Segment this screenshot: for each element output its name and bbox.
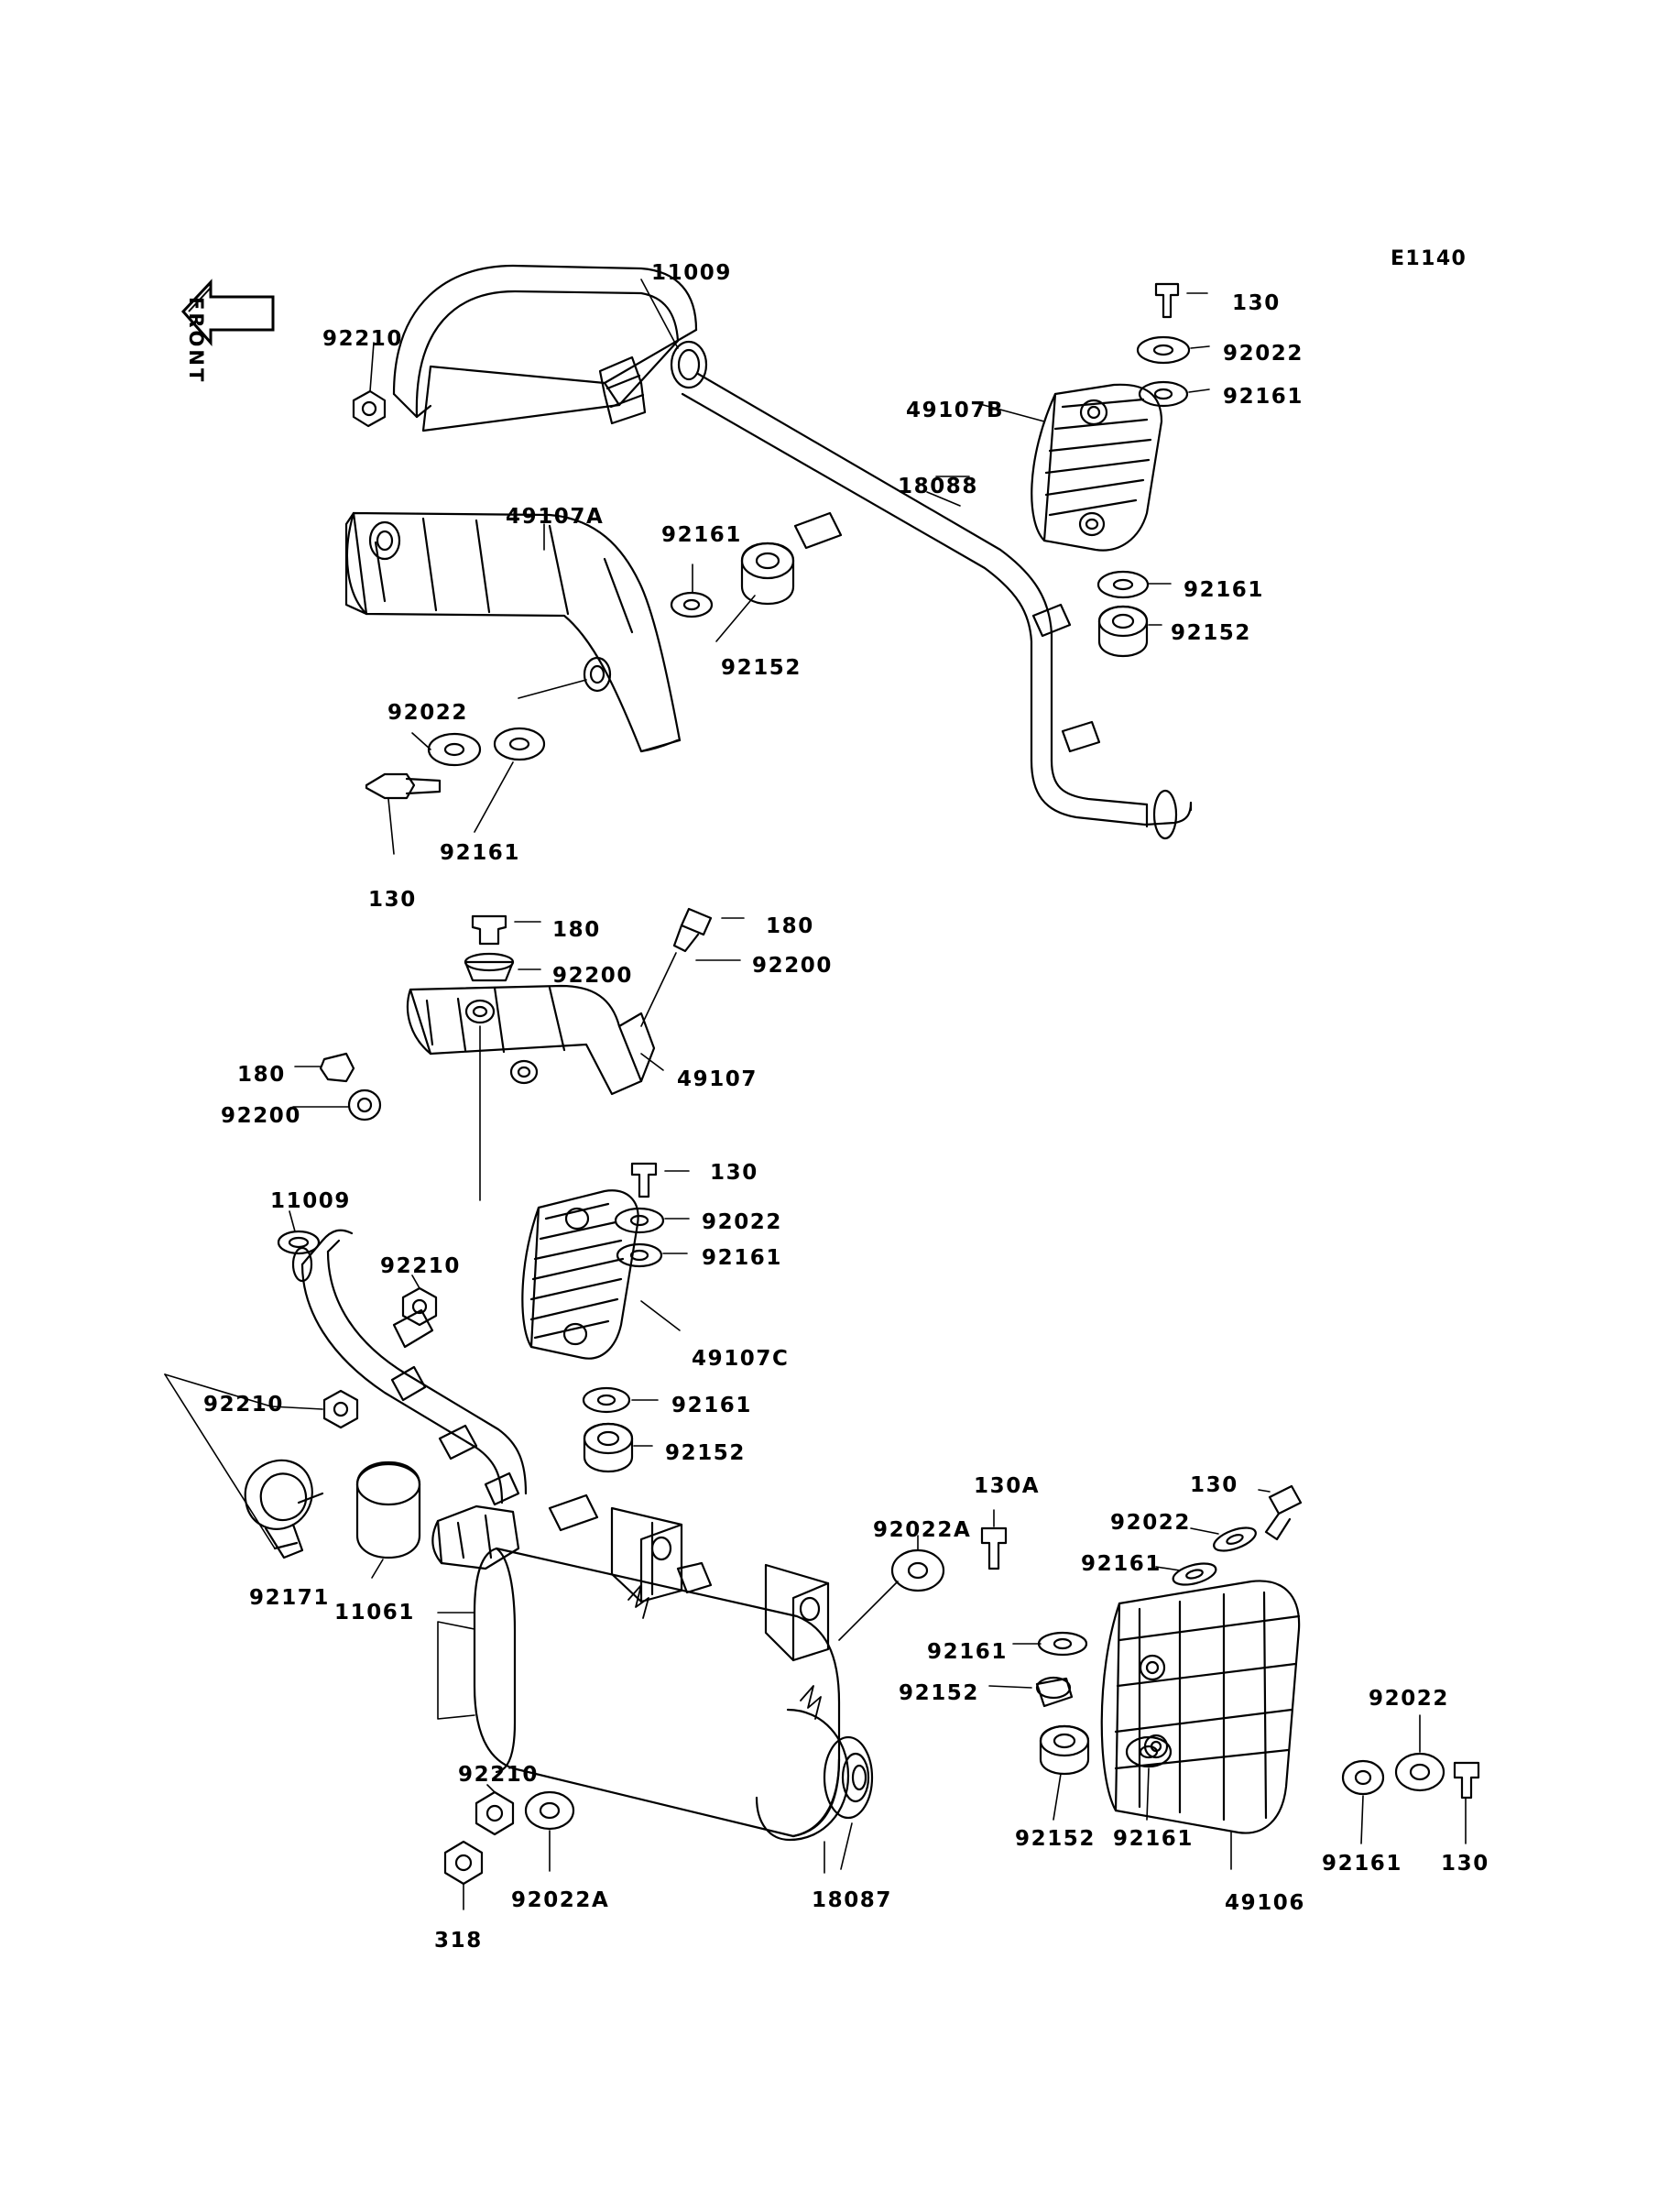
part-label: 92161 [1113, 1827, 1195, 1851]
part-label: 92022 [387, 701, 469, 725]
part-label: 92161 [671, 1394, 753, 1417]
part-label: 130 [710, 1161, 758, 1185]
front-label: FRONT [185, 297, 207, 385]
part-label: 92161 [661, 523, 743, 547]
part-label: 92200 [752, 954, 834, 978]
part-label: 130 [1441, 1852, 1489, 1876]
part-label: 18087 [812, 1888, 893, 1912]
part-label: 92161 [440, 841, 521, 865]
part-label: 92161 [702, 1246, 783, 1270]
part-label: 92210 [380, 1254, 462, 1278]
part-label: 92152 [721, 656, 802, 680]
part-label: 180 [766, 914, 814, 938]
part-label: 92210 [458, 1763, 540, 1787]
part-label: 11009 [651, 261, 733, 285]
part-label: 130A [974, 1474, 1041, 1498]
part-label: 92022A [873, 1518, 972, 1542]
part-label: 92022A [511, 1888, 610, 1912]
part-label: 92200 [221, 1104, 302, 1128]
part-label: 49107A [506, 505, 605, 529]
part-label: 92210 [322, 327, 404, 351]
part-label: 11061 [334, 1601, 416, 1625]
diagram-code: E1140 [1391, 247, 1467, 270]
part-label: 92022 [1223, 342, 1304, 366]
part-label: 92171 [249, 1586, 331, 1610]
part-label: 92161 [1322, 1852, 1403, 1876]
part-label: 11009 [270, 1189, 352, 1213]
part-label: 92161 [927, 1640, 1009, 1664]
part-label: 130 [1232, 291, 1281, 315]
part-label: 92152 [899, 1681, 980, 1705]
part-label: 92022 [1110, 1511, 1192, 1535]
part-label: 92152 [1171, 621, 1252, 645]
front-direction-marker [180, 275, 280, 385]
part-label: 49107C [692, 1347, 790, 1371]
part-label: 92161 [1184, 578, 1265, 602]
part-label: 92022 [702, 1210, 783, 1234]
part-label: 92022 [1369, 1687, 1450, 1711]
part-label: 318 [434, 1929, 483, 1953]
part-label: 18088 [898, 475, 979, 498]
part-label: 92161 [1223, 385, 1304, 409]
part-label: 92161 [1081, 1552, 1162, 1576]
part-label: 49107B [906, 399, 1005, 422]
part-label: 180 [552, 918, 601, 942]
part-label: 49107 [677, 1067, 758, 1091]
part-label: 49106 [1225, 1891, 1306, 1915]
part-label: 180 [237, 1063, 286, 1087]
part-label: 130 [1190, 1473, 1238, 1497]
part-label: 92200 [552, 964, 634, 988]
part-label: 92152 [665, 1441, 747, 1465]
part-label: 130 [368, 888, 417, 912]
part-label: 92210 [203, 1393, 285, 1417]
part-label: 92152 [1015, 1827, 1096, 1851]
